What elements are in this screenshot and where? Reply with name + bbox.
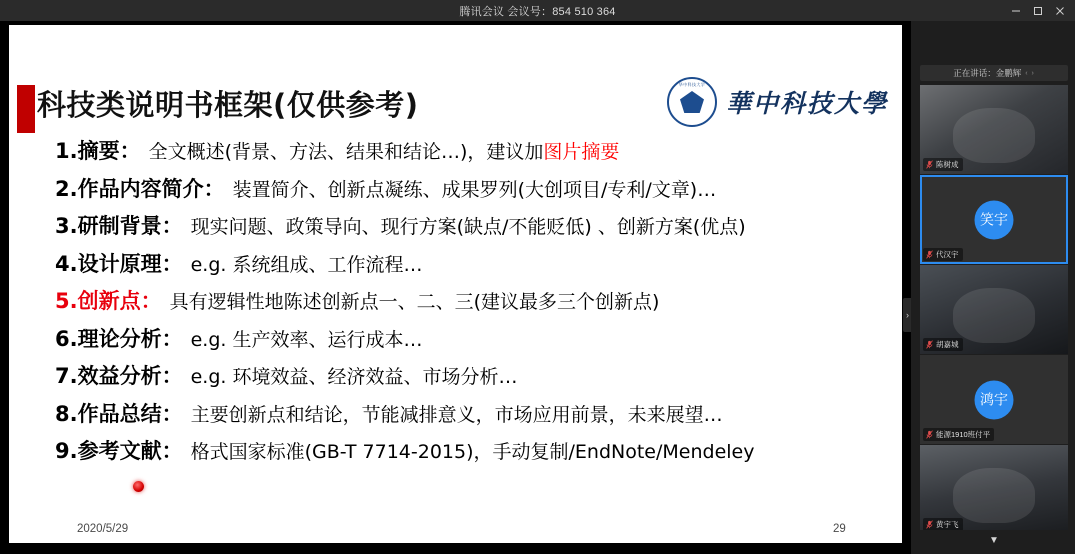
active-speaker-label: 正在讲话：金鹏辉 xyxy=(953,68,1022,78)
slide-bullet xyxy=(55,398,885,428)
slide-bullet xyxy=(55,135,885,165)
participant-tile[interactable] xyxy=(920,85,1068,174)
minimize-icon[interactable] xyxy=(1005,0,1027,21)
participant-tile[interactable] xyxy=(920,355,1068,444)
slide-bullet xyxy=(55,435,885,465)
participant-name: 陈树成 xyxy=(936,160,959,169)
participant-name: 黄宇飞 xyxy=(936,520,959,529)
mic-muted-icon xyxy=(926,160,933,169)
slide-bullet xyxy=(55,285,885,315)
shared-screen-stage xyxy=(0,21,911,554)
bullet-text xyxy=(170,287,660,314)
slide-bullet xyxy=(55,360,885,390)
participant-name-tag xyxy=(923,248,963,261)
bullet-text-highlight: 图片摘要 xyxy=(543,141,620,163)
bullet-lead: 1.摘要： xyxy=(55,139,141,163)
bullet-lead: 9.参考文献： xyxy=(55,439,183,463)
bullet-lead: 2.作品内容简介： xyxy=(55,176,225,201)
participant-name-tag xyxy=(923,158,963,171)
bullet-text-main: 全文概述(背景、方法、结果和结论…)，建议加 xyxy=(148,141,544,163)
participant-tile[interactable] xyxy=(920,175,1068,264)
slide-body-list xyxy=(55,135,885,473)
bullet-text xyxy=(191,212,746,239)
slide-bullet xyxy=(55,323,885,353)
slide-bullet xyxy=(55,248,885,278)
slide-bullet xyxy=(55,210,885,240)
window-controls xyxy=(1005,0,1071,21)
panel-collapse-handle[interactable]: › xyxy=(903,298,912,332)
participant-name-tag xyxy=(923,338,963,351)
university-name: 華中科技大學 xyxy=(725,89,888,118)
window-titlebar xyxy=(0,0,1075,21)
avatar: 笑宇 xyxy=(975,200,1014,239)
bullet-text-main: 现实问题、政策导向、现行方案(缺点/不能贬低) 、创新方案(优点) xyxy=(190,216,746,238)
active-speaker-banner xyxy=(920,65,1068,81)
mic-muted-icon xyxy=(926,520,933,529)
close-icon[interactable] xyxy=(1049,0,1071,21)
participant-name: 胡嘉城 xyxy=(936,340,959,349)
bullet-text xyxy=(191,362,518,389)
window-title: 腾讯会议 会议号：854 510 364 xyxy=(459,5,616,18)
emblem-core-shape xyxy=(680,91,704,113)
laser-pointer-dot xyxy=(133,481,144,492)
bullet-text xyxy=(191,437,755,464)
title-accent-bar xyxy=(17,85,35,133)
slide-page-number: 29 xyxy=(833,523,846,535)
bullet-text xyxy=(191,400,723,427)
mic-muted-icon xyxy=(926,250,933,259)
bullet-text-main: e.g. 系统组成、工作流程… xyxy=(190,253,423,276)
scroll-down-button[interactable]: ▼ xyxy=(920,530,1068,550)
participant-tile[interactable] xyxy=(920,445,1068,534)
bullet-text xyxy=(149,137,620,164)
bullet-text-main: 主要创新点和结论，节能减排意义，市场应用前景，未来展望… xyxy=(190,403,723,426)
participant-name: 代汉宇 xyxy=(936,250,959,259)
university-emblem-icon xyxy=(667,77,717,127)
video-tile-list xyxy=(920,85,1068,535)
bullet-lead: 6.理论分析： xyxy=(55,326,183,351)
participant-video-panel xyxy=(911,21,1075,554)
page-title: 科技类说明书框架(仅供参考) xyxy=(37,88,419,122)
presentation-slide xyxy=(9,25,902,543)
bullet-lead: 5.创新点： xyxy=(55,289,162,313)
bullet-text xyxy=(233,175,717,202)
bullet-lead: 3.研制背景： xyxy=(55,214,183,238)
bullet-lead: 4.设计原理： xyxy=(55,251,183,276)
mic-muted-icon xyxy=(926,340,933,349)
slide-bullet xyxy=(55,173,885,203)
emblem-ring-top-text: 华中科技大学 xyxy=(678,82,706,87)
maximize-icon[interactable] xyxy=(1027,0,1049,21)
bullet-text xyxy=(191,250,423,277)
participant-tile[interactable] xyxy=(920,265,1068,354)
bullet-text-main: 装置简介、创新点凝练、成果罗列(大创项目/专利/文章)… xyxy=(232,178,717,201)
bullet-text-main: e.g. 环境效益、经济效益、市场分析… xyxy=(190,366,518,388)
participant-name-tag xyxy=(923,428,994,441)
participant-name: 能源1910班付平 xyxy=(936,430,991,439)
bullet-lead: 8.作品总结： xyxy=(55,401,183,426)
bullet-text-main: 格式国家标准(GB-T 7714-2015)，手动复制/EndNote/Mendeley xyxy=(190,441,755,463)
slide-date: 2020/5/29 xyxy=(77,523,129,535)
bullet-text-main: 具有逻辑性地陈述创新点一、二、三(建议最多三个创新点) xyxy=(169,291,660,313)
university-logo xyxy=(667,77,888,127)
speaker-nav-arrows[interactable]: ‹ › xyxy=(1025,69,1035,77)
bullet-text xyxy=(191,325,423,352)
mic-muted-icon xyxy=(926,430,933,439)
bullet-text-main: e.g. 生产效率、运行成本… xyxy=(190,328,423,351)
avatar: 鸿宇 xyxy=(975,380,1014,419)
bullet-lead: 7.效益分析： xyxy=(55,364,183,388)
